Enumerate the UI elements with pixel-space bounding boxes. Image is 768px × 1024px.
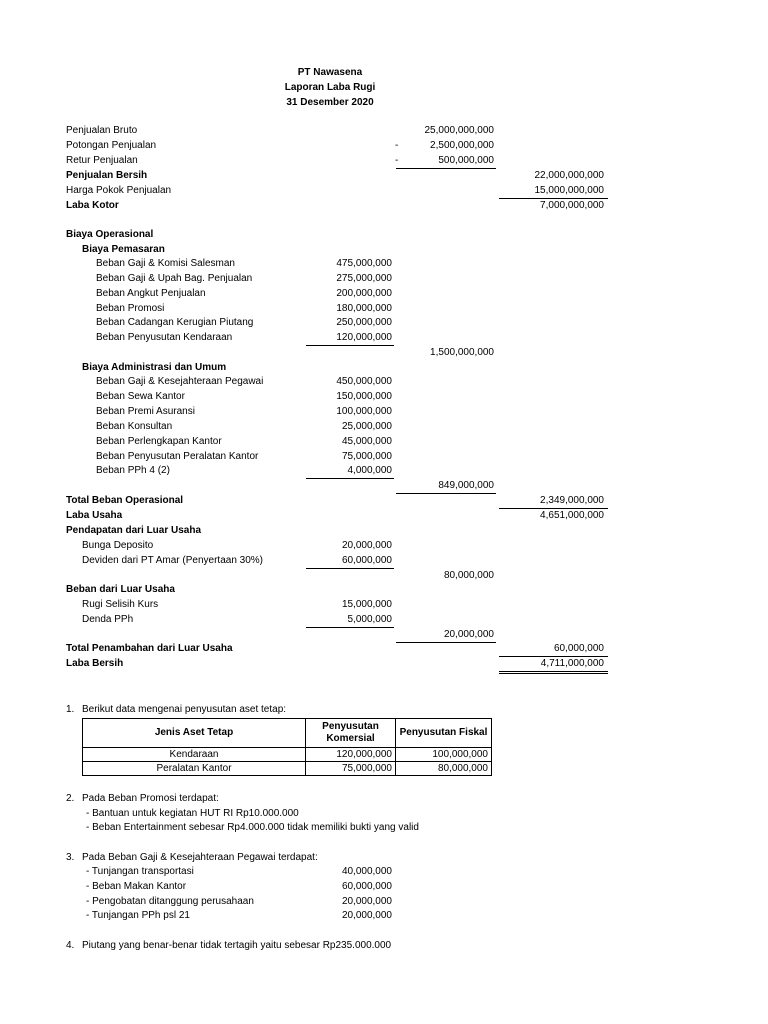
expense-value: 45,000,000 <box>341 436 392 447</box>
divider <box>306 345 394 346</box>
other-expense-value: 5,000,000 <box>347 614 392 625</box>
expense-label: Beban Penyusutan Peralatan Kantor <box>96 451 259 462</box>
note-text: Piutang yang benar-benar tidak tertagih yaitu sebesar Rp235.000.000 <box>82 940 392 951</box>
expense-label: Beban Promosi <box>96 303 165 314</box>
company-name: PT Nawasena <box>297 67 363 78</box>
note-item-value: 20,000,000 <box>341 896 392 907</box>
admin-total: 849,000,000 <box>438 480 494 491</box>
net-profit-value: 4,711,000,000 <box>540 658 604 669</box>
expense-label: Beban Gaji & Upah Bag. Penjualan <box>96 273 253 284</box>
note-item-value: 20,000,000 <box>341 910 392 921</box>
other-income-label: Bunga Deposito <box>82 540 154 551</box>
expense-label: Beban Cadangan Kerugian Piutang <box>96 317 254 328</box>
divider <box>306 568 394 569</box>
operating-profit-label: Laba Usaha <box>66 510 123 521</box>
divider <box>396 493 496 494</box>
expense-value: 25,000,000 <box>341 421 392 432</box>
expense-label: Beban PPh 4 (2) <box>96 465 170 476</box>
expense-value: 150,000,000 <box>336 391 392 402</box>
note-number: 2. <box>66 793 75 804</box>
returns-value: 500,000,000 <box>438 155 494 166</box>
note-number: 3. <box>66 852 75 863</box>
note-number: 1. <box>66 704 75 715</box>
table-row <box>83 762 492 776</box>
net-sales-value: 22,000,000,000 <box>534 170 604 181</box>
net-sales-label: Penjualan Bersih <box>66 170 148 181</box>
note-item: - Beban Entertainment sebesar Rp4.000.000 tidak memiliki bukti yang valid <box>86 822 419 833</box>
other-income-value: 60,000,000 <box>341 555 392 566</box>
other-expense-value: 15,000,000 <box>341 599 392 610</box>
report-date: 31 Desember 2020 <box>286 97 374 108</box>
divider <box>499 656 608 657</box>
divider <box>396 642 496 643</box>
expense-value: 475,000,000 <box>336 258 392 269</box>
table-header: Penyusutan Fiskal <box>396 719 492 748</box>
expense-value: 75,000,000 <box>341 451 392 462</box>
note-item: - Tunjangan PPh psl 21 <box>86 910 190 921</box>
expense-label: Beban Gaji & Kesejahteraan Pegawai <box>96 376 264 387</box>
report-title: Laporan Laba Rugi <box>284 82 376 93</box>
divider <box>306 627 394 628</box>
table-cell: 120,000,000 <box>306 748 396 762</box>
marketing-total: 1,500,000,000 <box>430 347 494 358</box>
table-header: Penyusutan Komersial <box>306 719 396 748</box>
double-underline <box>499 673 608 674</box>
other-expense-label: Denda PPh <box>82 614 134 625</box>
other-total-label: Total Penambahan dari Luar Usaha <box>66 643 233 654</box>
note-text: Berikut data mengenai penyusutan aset tetap: <box>82 704 287 715</box>
admin-title: Biaya Administrasi dan Umum <box>82 362 227 373</box>
other-expense-total: 20,000,000 <box>443 629 494 640</box>
expense-label: Beban Sewa Kantor <box>96 391 185 402</box>
gross-sales-label: Penjualan Bruto <box>66 125 138 136</box>
expense-label: Beban Premi Asuransi <box>96 406 195 417</box>
table-row <box>83 748 492 762</box>
note-item: - Beban Makan Kantor <box>86 881 187 892</box>
expense-value: 4,000,000 <box>347 465 392 476</box>
expense-value: 200,000,000 <box>336 288 392 299</box>
table-cell: 75,000,000 <box>306 762 396 776</box>
expense-label: Beban Penyusutan Kendaraan <box>96 332 233 343</box>
note-item-value: 60,000,000 <box>341 881 392 892</box>
expense-label: Beban Perlengkapan Kantor <box>96 436 222 447</box>
opex-title: Biaya Operasional <box>66 229 154 240</box>
discount-label: Potongan Penjualan <box>66 140 157 151</box>
opex-total-value: 2,349,000,000 <box>540 495 604 506</box>
divider <box>499 508 608 509</box>
divider <box>306 478 394 479</box>
returns-sign: - <box>395 155 399 166</box>
operating-profit-value: 4,651,000,000 <box>540 510 604 521</box>
double-underline <box>499 671 608 672</box>
other-income-total: 80,000,000 <box>443 570 494 581</box>
divider <box>396 168 496 169</box>
expense-value: 120,000,000 <box>336 332 392 343</box>
discount-sign: - <box>395 140 399 151</box>
discount-value: 2,500,000,000 <box>430 140 494 151</box>
gross-profit-value: 7,000,000,000 <box>540 200 604 211</box>
note-number: 4. <box>66 940 75 951</box>
note-item: - Bantuan untuk kegiatan HUT RI Rp10.000.000 <box>86 808 299 819</box>
cogs-label: Harga Pokok Penjualan <box>66 185 172 196</box>
expense-value: 275,000,000 <box>336 273 392 284</box>
other-income-title: Pendapatan dari Luar Usaha <box>66 525 202 536</box>
marketing-title: Biaya Pemasaran <box>82 244 165 255</box>
note-item: - Pengobatan ditanggung perusahaan <box>86 896 254 907</box>
expense-value: 180,000,000 <box>336 303 392 314</box>
gross-sales-value: 25,000,000,000 <box>424 125 494 136</box>
other-total-value: 60,000,000 <box>553 643 604 654</box>
other-income-value: 20,000,000 <box>341 540 392 551</box>
returns-label: Retur Penjualan <box>66 155 138 166</box>
expense-label: Beban Konsultan <box>96 421 173 432</box>
expense-value: 450,000,000 <box>336 376 392 387</box>
table-header: Jenis Aset Tetap <box>83 719 306 748</box>
table-cell: Kendaraan <box>83 748 306 762</box>
table-cell: 100,000,000 <box>396 748 492 762</box>
gross-profit-label: Laba Kotor <box>66 200 119 211</box>
table-cell: 80,000,000 <box>396 762 492 776</box>
note-item: - Tunjangan transportasi <box>86 866 194 877</box>
divider <box>499 198 608 199</box>
expense-value: 250,000,000 <box>336 317 392 328</box>
other-expense-title: Beban dari Luar Usaha <box>66 584 175 595</box>
table-cell: Peralatan Kantor <box>83 762 306 776</box>
note-text: Pada Beban Promosi terdapat: <box>82 793 219 804</box>
net-profit-label: Laba Bersih <box>66 658 124 669</box>
expense-value: 100,000,000 <box>336 406 392 417</box>
expense-label: Beban Gaji & Komisi Salesman <box>96 258 235 269</box>
note-item-value: 40,000,000 <box>341 866 392 877</box>
other-expense-label: Rugi Selisih Kurs <box>82 599 159 610</box>
opex-total-label: Total Beban Operasional <box>66 495 184 506</box>
cogs-value: 15,000,000,000 <box>534 185 604 196</box>
other-income-label: Deviden dari PT Amar (Penyertaan 30%) <box>82 555 264 566</box>
note-text: Pada Beban Gaji & Kesejahteraan Pegawai terdapat: <box>82 852 318 863</box>
depreciation-table <box>82 718 492 776</box>
expense-label: Beban Angkut Penjualan <box>96 288 206 299</box>
